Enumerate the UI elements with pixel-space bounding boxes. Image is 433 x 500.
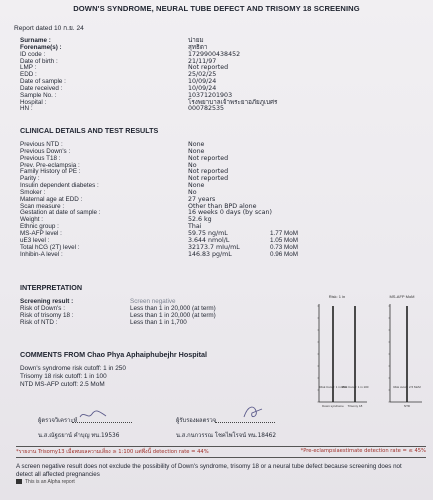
analyst-name: น.ส.ณัฐธยาน์ คำบุญ ทน.19536	[38, 433, 120, 439]
interpretation-value: Screen negative	[130, 298, 176, 305]
detail-value: 27 years	[188, 195, 216, 203]
detail-label: HN :	[20, 105, 33, 113]
detail-value: No	[188, 188, 197, 196]
detail-mom: 0.96 MoM	[270, 250, 298, 258]
detail-value: 25/02/25	[188, 71, 217, 79]
clinical-heading: CLINICAL DETAILS AND TEST RESULTS	[20, 126, 159, 135]
detail-value: 3.644 nmol/L	[188, 236, 230, 244]
detail-value: 32173.7 mIu/mL	[188, 243, 240, 251]
interpretation-row	[20, 298, 216, 305]
detail-label: Surname :	[20, 37, 51, 44]
detail-row	[20, 106, 277, 113]
detail-label: Gestation at date of sample :	[20, 209, 101, 217]
detail-value: None	[188, 141, 205, 148]
detail-value: 10/09/24	[188, 78, 217, 86]
interpretation-value: Less than 1 in 20,000 (at term)	[130, 305, 216, 312]
analyst-signature-line	[72, 422, 132, 423]
detail-value: 10/09/24	[188, 84, 217, 92]
detail-label: Date received :	[20, 84, 63, 92]
detail-mom: 0.73 MoM	[270, 243, 298, 251]
detail-label: Sample No. :	[20, 91, 57, 99]
interpretation-heading: INTERPRETATION	[20, 283, 83, 292]
afp-chart-cutoff-label: Risk cutoff: 2.5 MoM	[393, 385, 421, 389]
detail-label: Previous T18 :	[20, 154, 61, 162]
detail-label: Date of birth :	[20, 57, 58, 65]
pe-detection-note: *Pre-eclampsiaestimate detection rate = ≤ 45%	[300, 448, 426, 454]
patient-details	[20, 38, 277, 113]
detail-label: EDD :	[20, 71, 37, 79]
detail-label: Prev. Pre-eclampsia :	[20, 161, 80, 169]
interpretation-value: Less than 1 in 1,700	[130, 319, 187, 326]
detail-value: โรงพยาบาลเจ้าพระยาอภัยภูเบศร	[188, 98, 278, 106]
detail-label: Hospital :	[20, 98, 47, 106]
risk-chart-cutoff-label-down: Risk Cutoff: 1 in 250	[319, 385, 347, 389]
detail-label: uE3 level :	[20, 236, 50, 244]
approver-signature	[240, 403, 266, 421]
detail-value: 146.83 pg/mL	[188, 250, 232, 258]
detail-mom: 1.77 MoM	[270, 229, 298, 237]
comment-line: Down's syndrome risk cutoff: 1 in 250	[20, 365, 126, 372]
interpretation-label: Screening result :	[20, 298, 74, 305]
detail-label: Scan measure :	[20, 202, 65, 210]
detail-label: Ethnic group :	[20, 223, 59, 231]
detail-row	[20, 59, 277, 66]
detail-value: 10371201903	[188, 91, 233, 99]
detail-value: Other than BPD alone	[188, 202, 257, 210]
detail-value: 21/11/97	[188, 57, 217, 65]
detail-label: Insulin dependent diabetes :	[20, 182, 99, 190]
detail-label: Date of sample :	[20, 78, 66, 86]
detail-value: 16 weeks 0 days (by scan)	[188, 209, 272, 217]
detail-label: MS-AFP level :	[20, 229, 62, 237]
interpretation-label: Risk of NTD :	[20, 319, 58, 326]
detail-label: LMP :	[20, 64, 37, 72]
detail-value: No	[188, 161, 197, 169]
detail-row	[20, 183, 272, 190]
afp-chart	[380, 290, 425, 410]
interpretation-label: Risk of trisomy 18 :	[20, 312, 74, 319]
detail-value: Thai	[188, 223, 202, 231]
detail-row	[20, 229, 298, 238]
detail-value: Not reported	[188, 154, 229, 162]
detail-label: Previous Down's :	[20, 147, 71, 155]
detail-value: 000782535	[188, 105, 225, 113]
approver-name: น.ส.กนกวรรณ โชคไพโรจน์ ทน.18462	[176, 433, 277, 439]
detail-value: 1729900438452	[188, 50, 241, 58]
detail-value: น่ายม	[188, 37, 204, 44]
detail-value: Not reported	[188, 175, 229, 183]
detail-label: Weight :	[20, 216, 43, 224]
detection-rate-bar	[16, 446, 426, 458]
detail-label: Inhibin-A level :	[20, 250, 63, 258]
risk-chart-cutoff-label-t18: Risk Cutoff: 1 in 100	[341, 385, 369, 389]
detail-value: Not reported	[188, 168, 229, 176]
approver-signature-line	[215, 422, 275, 423]
afp-chart-category-ntd: NTD	[403, 404, 411, 408]
comments-block	[20, 365, 126, 390]
detail-row	[20, 52, 277, 59]
detail-value: None	[188, 147, 205, 155]
detail-row	[20, 100, 277, 107]
interpretation-row	[20, 305, 216, 312]
risk-chart-title: Risk: 1 in	[328, 294, 346, 299]
detail-label: ID code :	[20, 50, 46, 58]
comment-line: NTD MS-AFP cutoff: 2.5 MoM	[20, 381, 105, 389]
detail-label: Parity :	[20, 175, 40, 183]
detail-mom: 1.05 MoM	[270, 236, 298, 244]
interpretation-label: Risk of Down's :	[20, 305, 65, 312]
interpretation-block	[20, 298, 216, 326]
risk-chart-category-down: Down syndrome	[322, 404, 344, 408]
risk-chart-category-t18: Trisomy 18	[347, 404, 363, 408]
risk-chart	[305, 290, 370, 410]
detail-value: None	[188, 182, 205, 190]
alpha-note	[16, 479, 75, 485]
detail-row	[20, 210, 272, 217]
detail-value: Not reported	[188, 64, 229, 72]
report-date: Report dated 10 ก.ย. 24	[14, 25, 84, 32]
report-title: DOWN'S SYNDROME, NEURAL TUBE DEFECT AND TRISOMY 18 SCREENING	[73, 4, 360, 13]
comments-heading: COMMENTS FROM Chao Phya Aphaiphubejhr Hospital	[20, 350, 208, 359]
alpha-note-text: This is an Alpha report	[25, 479, 75, 485]
detail-value: 52.6 kg	[188, 216, 212, 224]
detail-label: Smoker :	[20, 188, 46, 196]
trisomy13-detection-note: *รายงาน Trisomy13 เมื่อพบผลความเสี่ยง ≥ 1:100 แต่พึ่งนี้ detection rate = 44%	[16, 449, 209, 455]
detail-label: Maternal age at EDD :	[20, 195, 83, 203]
alpha-logo	[16, 479, 22, 484]
approver-role: ผู้รับรองผลตรวจ	[176, 418, 217, 424]
analyst-role: ผู้ตรวจวิเคราะห์	[38, 418, 78, 424]
detail-label: Previous NTD :	[20, 141, 63, 148]
detail-label: Family History of PE :	[20, 168, 81, 176]
detail-label: Forename(s) :	[20, 43, 62, 51]
detail-value: 59.75 ng/mL	[188, 229, 228, 237]
detail-row	[20, 86, 277, 93]
comment-line: Trisomy 18 risk cutoff: 1 in 100	[20, 373, 107, 381]
interpretation-row	[20, 319, 216, 326]
clinical-details	[20, 141, 298, 258]
interpretation-row	[20, 312, 216, 319]
disclaimer: A screen negative result does not exclude the possibility of Down's syndrome, trisomy 18 or a neural tube defect because screening does not detect all affected pregnancies	[16, 463, 402, 478]
detail-row	[20, 65, 277, 72]
analyst-signature	[78, 408, 108, 422]
detail-row	[20, 250, 298, 259]
afp-chart-title: MS-AFP MoM	[389, 294, 415, 299]
detail-label: Total hCG (2T) level :	[20, 243, 80, 251]
interpretation-value: Less than 1 in 20,000 (at term)	[130, 312, 216, 319]
detail-row	[20, 169, 272, 176]
detail-value: สุทธิดา	[188, 43, 208, 51]
